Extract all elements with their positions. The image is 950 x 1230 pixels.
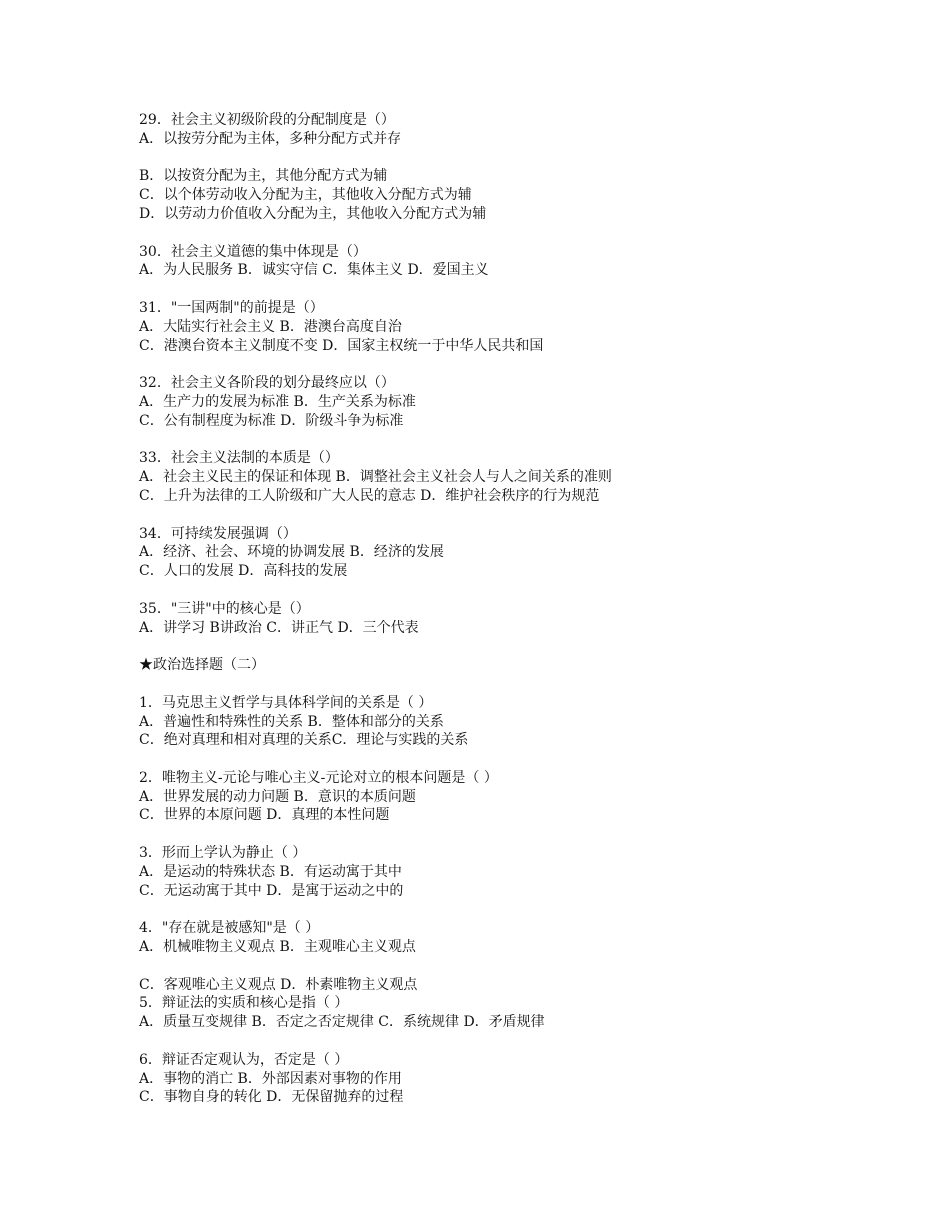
text-line: A．生产力的发展为标准 B．生产关系为标准 [139, 393, 416, 410]
text-line: 5．辩证法的实质和核心是指（ ） [139, 995, 349, 1012]
text-line: A．事物的消亡 B．外部因素对事物的作用 [139, 1070, 402, 1087]
text-line: C．上升为法律的工人阶级和广大人民的意志 D．维护社会秩序的行为规范 [139, 487, 600, 504]
text-line: 33．社会主义法制的本质是（） [139, 450, 339, 467]
text-line: A．机械唯物主义观点 B．主观唯心主义观点 [139, 939, 416, 956]
document-page [139, 111, 919, 1107]
text-line: 6．辩证否定观认为，否定是（ ） [139, 1051, 349, 1068]
text-line: 34．可持续发展强调（） [139, 525, 297, 542]
text-line: A．以按劳分配为主体，多种分配方式并存 [139, 130, 402, 147]
blank-line [139, 675, 919, 694]
blank-line [139, 637, 919, 656]
text-line: 2．唯物主义-元论与唯心主义-元论对立的根本问题是（ ） [139, 769, 498, 786]
blank-line [139, 750, 919, 769]
text-line: 1．马克思主义哲学与具体科学间的关系是（ ） [139, 694, 433, 711]
blank-line [139, 355, 919, 374]
blank-line [139, 506, 919, 525]
text-line: 30．社会主义道德的集中体现是（） [139, 243, 367, 260]
text-line: 31．"一国两制"的前提是（） [139, 299, 324, 316]
text-line: A．经济、社会、环境的协调发展 B．经济的发展 [139, 544, 444, 561]
blank-line [139, 149, 919, 168]
text-line: A．讲学习 B讲政治 C．讲正气 D．三个代表 [139, 619, 419, 636]
section-heading: ★政治选择题（二） [139, 657, 265, 674]
text-line: C．无运动寓于其中 D．是寓于运动之中的 [139, 882, 404, 899]
text-line: A．社会主义民主的保证和体现 B．调整社会主义社会人与人之间关系的准则 [139, 469, 612, 486]
blank-line [139, 900, 919, 919]
text-line: A．大陆实行社会主义 B．港澳台高度自治 [139, 318, 402, 335]
text-line: 35．"三讲"中的核心是（） [139, 600, 310, 617]
blank-line [139, 581, 919, 600]
text-line: A．质量互变规律 B．否定之否定规律 C．系统规律 D．矛盾规律 [139, 1014, 545, 1031]
text-line: C．公有制程度为标准 D．阶级斗争为标准 [139, 412, 404, 429]
text-line: A．为人民服务 B．诚实守信 C．集体主义 D．爱国主义 [139, 262, 489, 279]
blank-line [139, 431, 919, 450]
text-line: D．以劳动力价值收入分配为主，其他收入分配方式为辅 [139, 205, 487, 222]
text-line: A．世界发展的动力问题 B．意识的本质问题 [139, 788, 416, 805]
text-line: C．世界的本原问题 D．真理的本性问题 [139, 807, 390, 824]
text-line: 4．"存在就是被感知"是（ ） [139, 920, 320, 937]
text-line: A．是运动的特殊状态 B．有运动寓于其中 [139, 863, 402, 880]
blank-line [139, 957, 919, 976]
blank-line [139, 224, 919, 243]
blank-line [139, 280, 919, 299]
text-line: A．普遍性和特殊性的关系 B．整体和部分的关系 [139, 713, 444, 730]
text-line: C．事物自身的转化 D．无保留抛弃的过程 [139, 1089, 404, 1106]
text-line: B．以按资分配为主，其他分配方式为辅 [139, 168, 388, 185]
text-line: C．客观唯心主义观点 D．朴素唯物主义观点 [139, 976, 418, 993]
text-line: C．港澳台资本主义制度不变 D．国家主权统一于中华人民共和国 [139, 337, 544, 354]
text-line: C．人口的发展 D．高科技的发展 [139, 563, 348, 580]
text-line: 3．形而上学认为静止（ ） [139, 845, 307, 862]
text-line: 29．社会主义初级阶段的分配制度是（） [139, 112, 395, 128]
blank-line [139, 1032, 919, 1051]
text-line: C．以个体劳动收入分配为主，其他收入分配方式为辅 [139, 187, 472, 204]
text-line: 32．社会主义各阶段的划分最终应以（） [139, 375, 395, 392]
text-line: C．绝对真理和相对真理的关系C．理论与实践的关系 [139, 732, 469, 749]
blank-line [139, 825, 919, 844]
